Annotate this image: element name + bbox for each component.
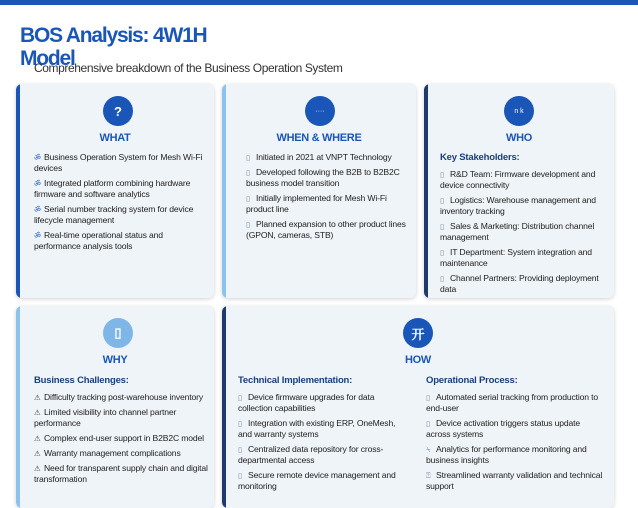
- bullet-icon: ▯: [246, 194, 250, 203]
- bullet-icon: ॐ: [34, 231, 41, 240]
- bullet-icon: ▯: [440, 222, 444, 231]
- page-title: BOS Analysis: 4W1H Model: [20, 24, 207, 70]
- gears-icon: 开: [403, 318, 433, 348]
- bullet-icon: ▯: [440, 274, 444, 283]
- list-item: ⚠ Need for transparent supply chain and digital transformation: [34, 463, 208, 484]
- lightbulb-icon: ▯: [103, 318, 133, 348]
- bullet-icon: ▯: [440, 196, 444, 205]
- how-operational-list: [426, 375, 606, 496]
- list-item: ⚠ Difficulty tracking post-warehouse inventory: [34, 392, 203, 402]
- why-card: [16, 306, 214, 508]
- warning-icon: ⚠: [34, 449, 41, 458]
- why-list: [34, 375, 208, 489]
- who-card: [424, 84, 614, 298]
- list-item: ▯ R&D Team: Firmware development and device connectivity: [440, 169, 596, 190]
- list-item: ▯ Integration with existing ERP, OneMesh, and warranty systems: [238, 418, 396, 439]
- bullet-icon: ▯: [238, 419, 242, 428]
- when-where-title: WHEN & WHERE: [276, 132, 362, 144]
- check-icon: ⍰: [426, 471, 431, 480]
- bullet-icon: ▯: [238, 471, 242, 480]
- list-item: ▯ Channel Partners: Providing deployment data: [440, 273, 599, 294]
- who-heading: Key Stakeholders:: [440, 152, 520, 163]
- who-title: WHO: [506, 132, 532, 144]
- bullet-icon: ॐ: [34, 179, 41, 188]
- who-list: [440, 152, 608, 298]
- bullet-icon: ▯: [246, 153, 250, 162]
- list-item: ⍀ Analytics for performance monitoring and business insights: [426, 444, 587, 465]
- list-item: ॐ Real-time operational status and performance analysis tools: [34, 230, 163, 251]
- how-technical-heading: Technical Implementation:: [238, 375, 353, 386]
- what-title: WHAT: [99, 132, 131, 144]
- bullet-icon: ▯: [440, 248, 444, 257]
- list-item: ॐ Serial number tracking system for device lifecycle management: [34, 204, 194, 225]
- chart-icon: ⍀: [426, 445, 431, 454]
- when-where-list: [246, 152, 408, 245]
- how-operational-heading: Operational Process:: [426, 375, 518, 386]
- bullet-icon: ▯: [426, 419, 430, 428]
- bullet-icon: ▯: [246, 220, 250, 229]
- clock-icon: ····: [305, 96, 335, 126]
- list-item: ▯ Logistics: Warehouse management and inventory tracking: [440, 195, 596, 216]
- list-item: ▯ Secure remote device management and monitoring: [238, 470, 396, 491]
- bullet-icon: ॐ: [34, 153, 41, 162]
- list-item: ▯ Developed following the B2B to B2B2C business model transition: [246, 167, 400, 188]
- why-heading: Business Challenges:: [34, 375, 129, 386]
- top-accent-bar: [0, 0, 638, 5]
- bullet-icon: ॐ: [34, 205, 41, 214]
- page-subtitle: Comprehensive breakdown of the Business Operation System: [34, 61, 343, 75]
- list-item: ▯ Sales & Marketing: Distribution channel management: [440, 221, 595, 242]
- list-item: ⚠ Complex end-user support in B2B2C model: [34, 433, 204, 443]
- warning-icon: ⚠: [34, 408, 41, 417]
- why-title: WHY: [102, 354, 128, 366]
- warning-icon: ⚠: [34, 464, 41, 473]
- list-item: ॐ Business Operation System for Mesh Wi-Fi devices: [34, 152, 203, 173]
- list-item: ▯ IT Department: System integration and maintenance: [440, 247, 592, 268]
- bullet-icon: ▯: [246, 168, 250, 177]
- list-item: ▯ Centralized data repository for cross- departmental access: [238, 444, 384, 465]
- bullet-icon: ▯: [238, 445, 242, 454]
- list-item: ▯ Automated serial tracking from production to end-user: [426, 392, 599, 413]
- how-card: [222, 306, 614, 508]
- what-card: [16, 84, 214, 298]
- how-technical-list: [238, 375, 408, 496]
- list-item: ▯ Planned expansion to other product lines (GPON, cameras, STB): [246, 219, 406, 240]
- list-item: ▯ Initially implemented for Mesh Wi-Fi product line: [246, 193, 387, 214]
- list-item: ॐ Integrated platform combining hardware firmware and software analytics: [34, 178, 191, 199]
- bullet-icon: ▯: [440, 170, 444, 179]
- list-item: ▯ Initiated in 2021 at VNPT Technology: [246, 152, 392, 162]
- list-item: ⚠ Warranty management complications: [34, 448, 181, 458]
- how-title: HOW: [405, 354, 431, 366]
- bullet-icon: ▯: [426, 393, 430, 402]
- list-item: ⍰ Streamlined warranty validation and technical support: [426, 470, 603, 491]
- what-list: [34, 152, 206, 256]
- warning-icon: ⚠: [34, 393, 41, 402]
- warning-icon: ⚠: [34, 434, 41, 443]
- question-icon: ?: [103, 96, 133, 126]
- list-item: ▯ Device firmware upgrades for data collection capabilities: [238, 392, 375, 413]
- bullet-icon: ▯: [238, 393, 242, 402]
- when-where-card: [222, 84, 416, 298]
- people-icon: n k: [504, 96, 534, 126]
- list-item: ⚠ Limited visibility into channel partner performance: [34, 407, 177, 428]
- list-item: ▯ Device activation triggers status update across systems: [426, 418, 580, 439]
